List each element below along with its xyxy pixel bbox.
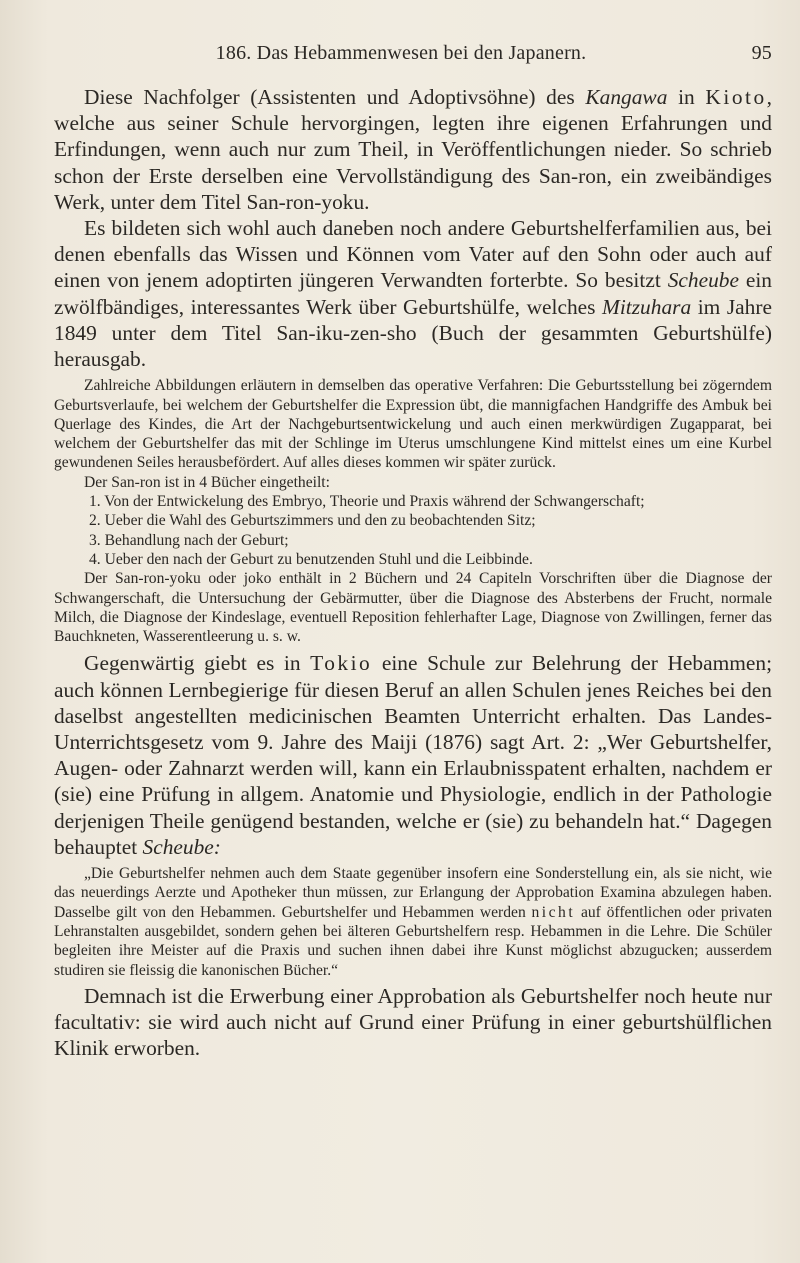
person-name: Mitzuhara (602, 294, 692, 319)
paragraph-scheube-quote: „Die Geburtshelfer nehmen auch dem Staate gegenüber insofern eine Sonderstellung ein, als sie nicht, wie das neuerdings Aerzte und Apotheker thun müssen, zur Erlangung der Approbation Examina abzulegen haben. Dasselbe gilt von den Hebammen. Geburtshelfer und Hebammen werden nicht auf öffentlichen oder privaten Lehranstalten ausgebildet, sondern gehen bei älteren Geburtshelfern resp. Hebammen in die Lehre. Die Schüler begleiten ihre Meister auf die Praxis und suchen ihnen dabei ihre Kunst möglichst abzugucken; ausserdem studiren sie fleissig die kanonischen Bücher.“ (54, 865, 772, 979)
running-header (30, 42, 772, 68)
person-name: Kangawa (585, 85, 668, 109)
person-name: Scheube (667, 268, 739, 293)
person-name: Scheube: (142, 834, 221, 859)
page-number: 95 (751, 42, 772, 64)
running-title: 186. Das Hebammenwesen bei den Japanern. (215, 42, 587, 64)
paragraph-birth-helper-families: Es bildeten sich wohl auch daneben noch andere Geburtshelferfamilien aus, bei denen ebenfalls das Wissen und Können vom Vater auf den Sohn oder auch auf einen von jenem adoptirten jüngeren Verwandten forterbte. So besitzt Scheube ein zwölfbändiges, interessantes Werk über Geburtshülfe, welches Mitzuhara im Jahre 1849 unter dem Titel San-iku-zen-sho (Buch der gesammten Geburtshülfe) herausgab. (54, 216, 773, 372)
place-name: Kioto (705, 85, 767, 109)
paragraph-illustrations: Zahlreiche Abbildungen erläutern in demselben das operative Verfahren: Die Geburtsstellung bei zögerndem Geburtsverlaufe, bei welchem der Geburtshelfer die Expression übt, die mannigfachen Handgriffe des Ambuk bei Querlage des Kindes, die Art der Nachgeburtsentwickelung und auch einen merkwürdigen Zugapparat, bei welchem der Geburtshelfer das mit der Schlinge im Uterus umschlungene Kind mittelst eines um eine Kurbel gewundenen Seiles herausbefördert. Auf alles dieses kommen wir später zurück. (54, 377, 772, 472)
paragraph-kangawa-successors: Diese Nachfolger (Assistenten und Adoptivsöhne) des Kangawa in Kioto, welche aus seiner Schule hervorgingen, legten ihre eigenen Erfahrungen und Erfindungen, wenn auch nur zum Theil, in Veröffentlichungen nieder. So schrieb schon der Erste derselben eine Vervollständigung des San-ron, ein zweibändiges Werk, unter dem Titel San-ron-yoku. (54, 85, 773, 214)
list-item: 3. Behandlung nach der Geburt; (89, 531, 289, 549)
paragraph-san-ron-yoku: Der San-ron-yoku oder joko enthält in 2 Büchern und 24 Capiteln Vorschriften über die Diagnose der Schwangerschaft, die Untersuchung der Gebärmutter, über die Diagnose des Absterbens der Frucht, normale Milch, die Diagnose der Kindeslage, eventuell Reposition fehlerhafter Lage, Diagnose von Zwillingen, ferner das Bauchkneten, Wasserentleerung u. s. w. (54, 570, 772, 646)
emphasis: nicht (531, 903, 576, 921)
paragraph-book-division: Der San-ron ist in 4 Bücher eingetheilt: (84, 473, 330, 491)
place-name: Tokio (310, 651, 373, 676)
list-item: 2. Ueber die Wahl des Geburtszimmers und den zu beobachtenden Sitz; (89, 512, 536, 530)
book-list (54, 492, 772, 569)
paragraph-tokio-school: Gegenwärtig giebt es in Tokio eine Schule zur Belehrung der Hebammen; auch können Lernbegierige für diesen Beruf an allen Schulen jenes Reiches bei den daselbst angestellten medicinischen Beamten Unterricht erhalten. Das Landes-Unterrichtsgesetz vom 9. Jahre des Maiji (1876) sagt Art. 2: „Wer Geburtshelfer, Augen- oder Zahnarzt werden will, kann ein Erlaubnisspatent erhalten, nachdem er (sie) eine Prüfung in allgem. Anatomie und Physiologie, endlich in der Pathologie derjenigen Theile genügend bestanden, welche er (sie) zu behandeln hat.“ Dagegen behauptet Scheube: (54, 651, 773, 859)
list-item: 1. Von der Entwickelung des Embryo, Theorie und Praxis während der Schwangerschaft; (89, 493, 645, 511)
page-body (54, 84, 772, 1061)
paragraph-conclusion: Demnach ist die Erwerbung einer Approbation als Geburtshelfer noch heute nur facultativ: sie wird auch nicht auf Grund einer Prüfung in einer geburtshülflichen Klinik erworben. (54, 983, 772, 1061)
list-item: 4. Ueber den nach der Geburt zu benutzenden Stuhl und die Leibbinde. (89, 550, 533, 568)
